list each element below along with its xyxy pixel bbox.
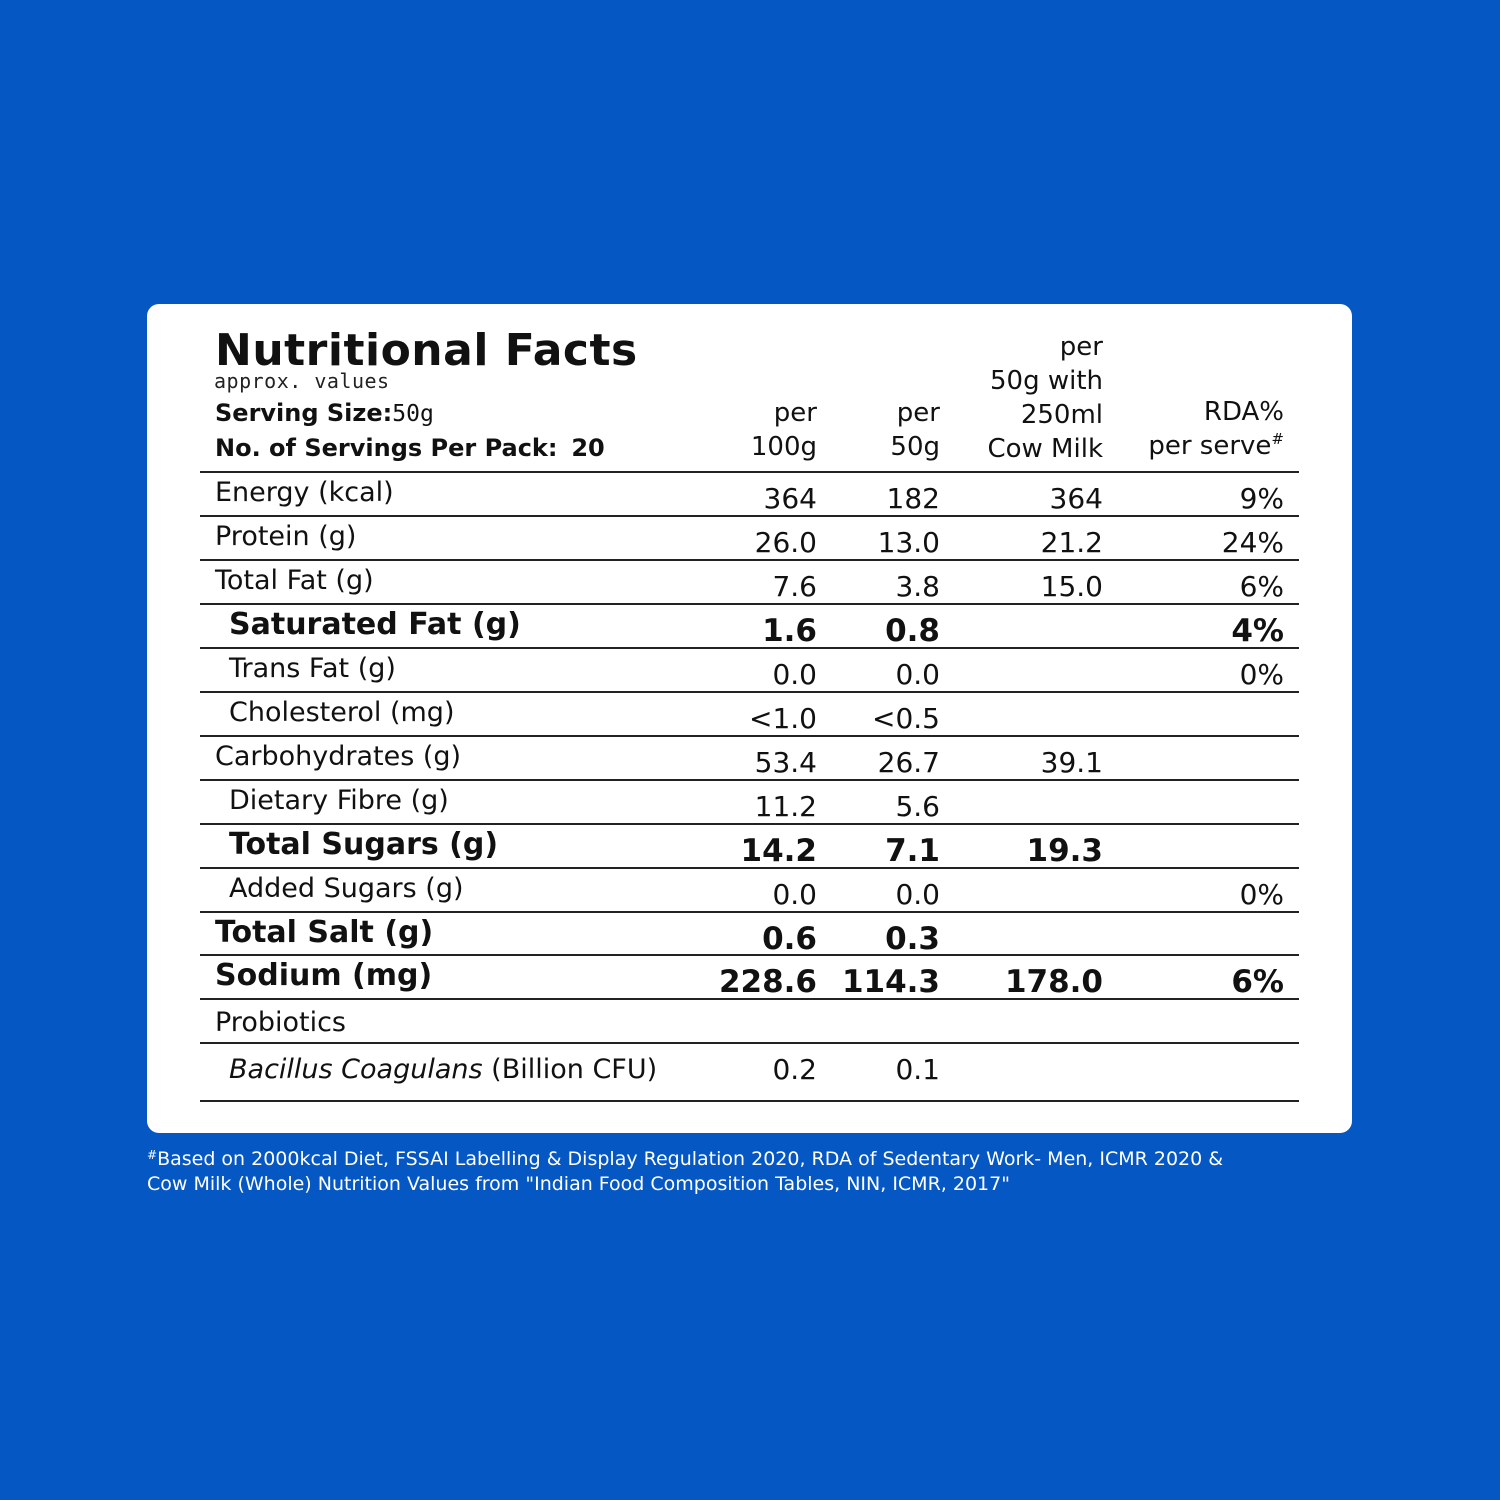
value-rda: 9% (1239, 482, 1284, 515)
row-label-italic: Bacillus Coagulans (229, 1054, 483, 1085)
table-row-added-sugars (200, 869, 1299, 913)
value-per-100g: 364 (763, 482, 817, 515)
rda-marker: # (1271, 430, 1284, 448)
row-label: Total Fat (g) (215, 565, 374, 596)
column-header-line: Cow Milk (987, 434, 1103, 464)
column-header-line (1148, 429, 1284, 463)
value-per-100g: 0.6 (762, 921, 817, 957)
row-label: Total Sugars (g) (229, 827, 499, 862)
table-row-total-fat (200, 561, 1299, 605)
value-rda: 24% (1221, 526, 1284, 559)
value-per-50g: 3.8 (895, 570, 940, 603)
serving-size (215, 397, 434, 430)
column-header-line: per (896, 398, 940, 428)
table-row-trans-fat (200, 649, 1299, 693)
value-per-50g: 182 (886, 482, 940, 515)
value-rda: 0% (1239, 658, 1284, 691)
value-with-milk: 364 (1049, 482, 1103, 515)
servings-per-pack-label: No. of Servings Per Pack: (215, 434, 558, 462)
value-per-100g: 228.6 (718, 964, 817, 1000)
nutrition-table (200, 473, 1299, 1102)
row-label: Probiotics (215, 1007, 346, 1038)
value-per-50g: 26.7 (877, 746, 940, 779)
value-per-50g: 0.3 (885, 921, 940, 957)
row-label: Protein (g) (215, 521, 357, 552)
row-label (229, 1050, 657, 1090)
value-per-50g: 0.0 (895, 658, 940, 691)
value-rda: 6% (1239, 570, 1284, 603)
table-row-dietary-fibre (200, 781, 1299, 825)
column-header-line: 250ml (1020, 400, 1103, 430)
row-label-unit: (Billion CFU) (491, 1054, 658, 1085)
footnote-text-1: Based on 2000kcal Diet, FSSAI Labelling & Display Regulation 2020, RDA of Sedentary Work- Men, ICMR 2020 & (157, 1148, 1224, 1170)
value-with-milk: 178.0 (1004, 964, 1103, 1000)
value-rda: 0% (1239, 878, 1284, 911)
footnote-line-2: Cow Milk (Whole) Nutrition Values from "Indian Food Composition Tables, NIN, ICMR, 2017" (147, 1173, 1010, 1195)
column-header-line: per (773, 398, 817, 428)
value-per-100g: 14.2 (740, 833, 817, 869)
table-row-carbohydrates (200, 737, 1299, 781)
table-row-total-salt (200, 913, 1299, 956)
table-row-saturated-fat (200, 605, 1299, 649)
column-header-per-50g (890, 396, 940, 464)
table-row-probiotics (200, 1000, 1299, 1044)
value-per-100g: 7.6 (772, 570, 817, 603)
value-per-50g: 5.6 (895, 790, 940, 823)
servings-per-pack (215, 432, 605, 465)
table-row-sodium (200, 956, 1299, 1000)
column-header-rda (1148, 395, 1284, 463)
footnote-line-1 (147, 1147, 1352, 1172)
panel-subtitle: approx. values (214, 369, 390, 393)
value-per-50g: 0.8 (885, 613, 940, 649)
table-row-bacillus-coagulans (200, 1044, 1299, 1102)
row-label: Energy (kcal) (215, 477, 394, 508)
row-label: Cholesterol (mg) (229, 697, 455, 728)
value-per-50g: 114.3 (841, 964, 940, 1000)
table-row-total-sugars (200, 825, 1299, 869)
row-label: Added Sugars (g) (229, 873, 464, 904)
column-header-line: 50g with (989, 366, 1103, 396)
row-label: Carbohydrates (g) (215, 741, 462, 772)
value-per-100g: 53.4 (754, 746, 817, 779)
serving-size-value: 50g (392, 401, 434, 427)
value-per-50g: 13.0 (877, 526, 940, 559)
column-header-line-text: per serve (1148, 431, 1272, 461)
column-header-line: 100g (750, 432, 817, 462)
row-label: Trans Fat (g) (229, 653, 396, 684)
row-label: Sodium (mg) (215, 958, 433, 993)
servings-per-pack-value: 20 (571, 434, 605, 462)
footnote-marker: # (147, 1148, 158, 1162)
value-per-100g: 0.0 (772, 878, 817, 911)
row-label: Saturated Fat (g) (229, 607, 521, 642)
value-per-100g: 11.2 (754, 790, 817, 823)
value-rda: 6% (1231, 964, 1284, 1000)
column-header-line: per (1059, 332, 1103, 362)
column-header-line: RDA% (1203, 397, 1284, 427)
nutrition-panel (147, 304, 1352, 1133)
row-label: Total Salt (g) (215, 915, 434, 950)
serving-size-label: Serving Size: (215, 399, 393, 427)
value-with-milk: 39.1 (1040, 746, 1103, 779)
row-label: Dietary Fibre (g) (229, 785, 449, 816)
column-header-per-100g (751, 396, 817, 464)
column-header-line: 50g (890, 432, 940, 462)
value-per-50g: 7.1 (885, 833, 940, 869)
value-per-100g: 0.0 (772, 658, 817, 691)
value-per-50g: <0.5 (872, 702, 940, 735)
value-per-100g: 26.0 (754, 526, 817, 559)
value-per-50g: 0.0 (895, 878, 940, 911)
column-header-with-milk (987, 330, 1103, 466)
value-per-100g: 0.2 (772, 1053, 817, 1086)
value-per-50g: 0.1 (895, 1053, 940, 1086)
table-row-cholesterol (200, 693, 1299, 737)
value-with-milk: 21.2 (1040, 526, 1103, 559)
value-with-milk: 19.3 (1026, 833, 1103, 869)
value-per-100g: 1.6 (762, 613, 817, 649)
footnote (147, 1147, 1352, 1197)
value-rda: 4% (1231, 613, 1284, 649)
table-row-protein (200, 517, 1299, 561)
panel-title: Nutritional Facts (215, 325, 638, 376)
value-with-milk: 15.0 (1040, 570, 1103, 603)
table-row-energy (200, 473, 1299, 517)
value-per-100g: <1.0 (749, 702, 817, 735)
